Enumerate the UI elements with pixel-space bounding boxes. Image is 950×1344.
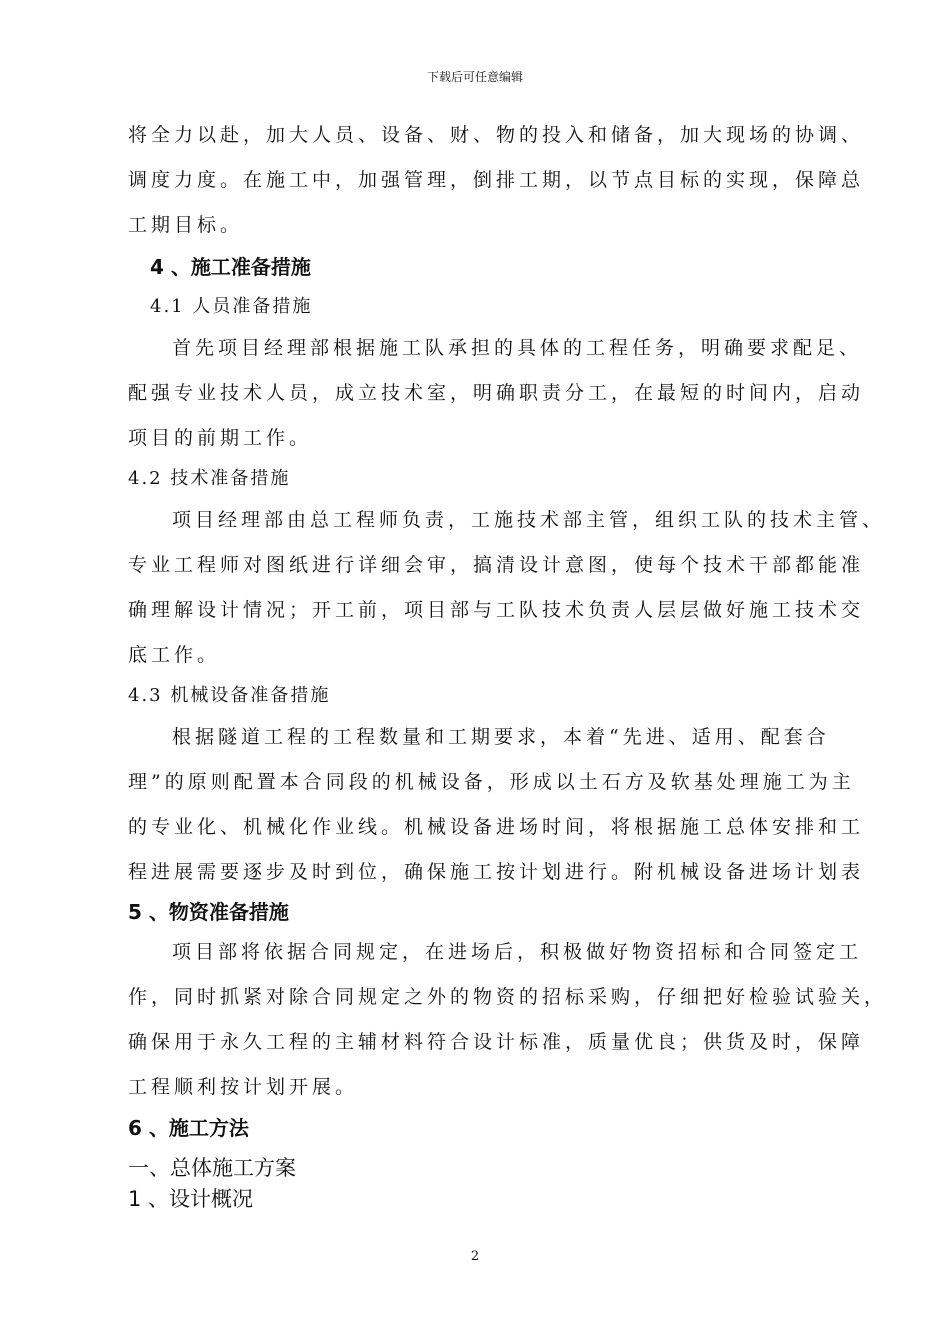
section-heading-4: 4 、施工准备措施 bbox=[150, 255, 311, 279]
section-heading-5: 5 、物资准备措施 bbox=[128, 900, 289, 924]
paragraph-line: 将全力以赴，加大人员、设备、财、物的投入和储备，加大现场的协调、 bbox=[128, 124, 865, 146]
subsection-heading-4-2: 4.2 技术准备措施 bbox=[128, 468, 291, 489]
paragraph-line: 作，同时抓紧对除合同规定之外的物资的招标采购，仔细把好检验试验关， bbox=[128, 986, 888, 1008]
paragraph-line: 理”的原则配置本合同段的机械设备，形成以土石方及软基处理施工为主 bbox=[128, 771, 855, 793]
paragraph-line: 根据隧道工程的工程数量和工期要求，本着“先进、适用、配套合 bbox=[172, 726, 830, 748]
paragraph-line: 底工作。 bbox=[128, 644, 221, 666]
paragraph-line: 确理解设计情况；开工前，项目部与工队技术负责人层层做好施工技术交 bbox=[128, 599, 865, 621]
paragraph-line: 项目部将依据合同规定，在进场后，积极做好物资招标和合同签定工 bbox=[172, 941, 863, 963]
paragraph-line: 专业工程师对图纸进行详细会审，搞清设计意图，使每个技术干部都能准 bbox=[128, 554, 865, 576]
plan-heading: 一、总体施工方案 bbox=[128, 1156, 296, 1180]
paragraph-line: 首先项目经理部根据施工队承担的具体的工程任务，明确要求配足、 bbox=[172, 337, 863, 359]
design-overview-heading: 1 、设计概况 bbox=[128, 1187, 254, 1211]
section-heading-6: 6 、施工方法 bbox=[128, 1116, 249, 1140]
paragraph-line: 配强专业技术人员，成立技术室，明确职责分工，在最短的时间内，启动 bbox=[128, 382, 865, 404]
subsection-heading-4-3: 4.3 机械设备准备措施 bbox=[128, 685, 331, 706]
paragraph-line: 项目经理部由总工程师负责，工施技术部主管，组织工队的技术主管、 bbox=[172, 509, 886, 531]
paragraph-line: 工期目标。 bbox=[128, 214, 244, 236]
page-header: 下载后可任意编辑 bbox=[426, 70, 523, 84]
paragraph-line: 调度力度。在施工中，加强管理，倒排工期，以节点目标的实现，保障总 bbox=[128, 169, 865, 191]
page-number: 2 bbox=[470, 1249, 480, 1264]
paragraph-line: 项目的前期工作。 bbox=[128, 427, 313, 449]
subsection-heading-4-1: 4.1 人员准备措施 bbox=[150, 296, 313, 317]
paragraph-line: 确保用于永久工程的主辅材料符合设计标准，质量优良；供货及时，保障 bbox=[128, 1031, 865, 1053]
paragraph-line: 程进展需要逐步及时到位，确保施工按计划进行。附机械设备进场计划表 bbox=[128, 861, 865, 883]
paragraph-line: 工程顺利按计划开展。 bbox=[128, 1076, 359, 1098]
paragraph-line: 的专业化、机械化作业线。机械设备进场时间，将根据施工总体安排和工 bbox=[128, 816, 865, 838]
